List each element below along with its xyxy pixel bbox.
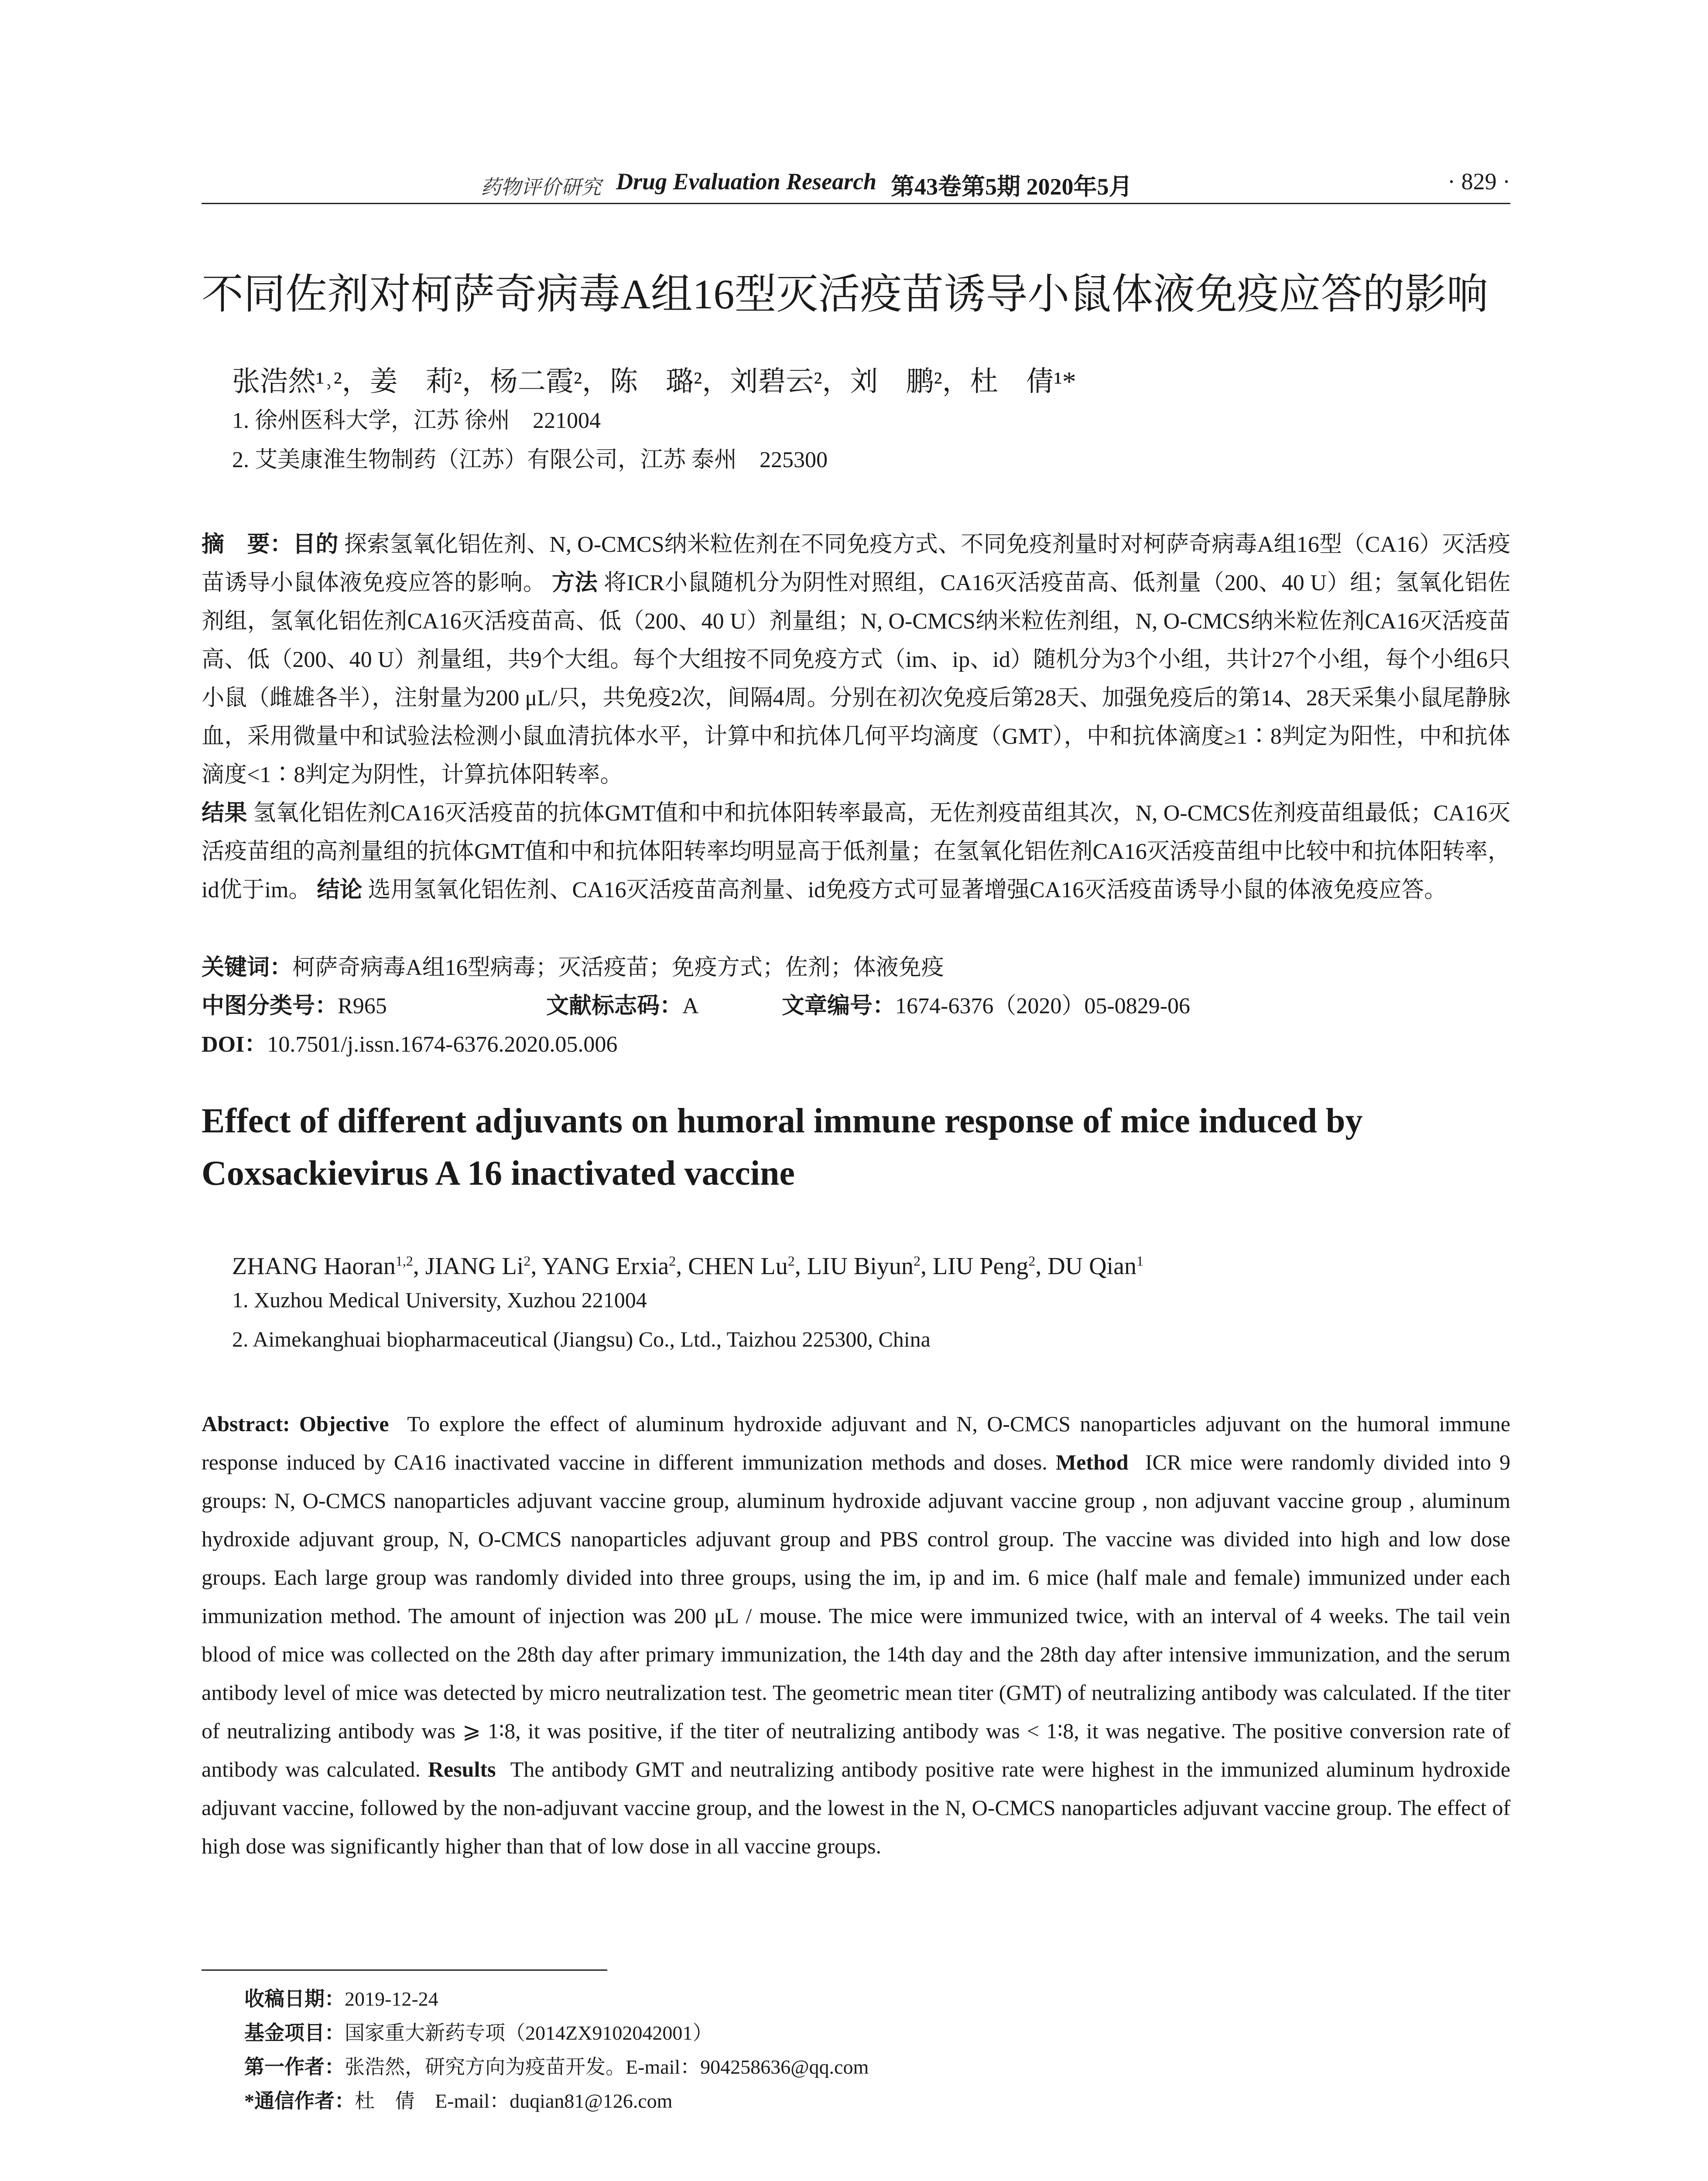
en-author-affiliation-mark: 2 <box>669 1253 676 1268</box>
cn-article-title: 不同佐剂对柯萨奇病毒A组16型灭活疫苗诱导小鼠体液免疫应答的影响 <box>202 271 1489 318</box>
en-author-affiliation-mark: 2 <box>524 1253 531 1268</box>
header-divider <box>202 203 1510 204</box>
cn-abstract <box>202 526 1510 909</box>
cn-article-no-value: 1674-6376（2020）05-0829-06 <box>895 994 1190 1019</box>
en-method-text: ICR mice were randomly divided into 9 groups: N, O-CMCS nanoparticles adjuvant vaccine group, aluminum hydroxide adjuvant vaccine group , non adjuvant vaccine group , aluminum hydroxide adjuvant group, N, O-CMCS nanoparticles adjuvant group and PBS control group. The vaccine was divided into high and low dose groups. Each large group was randomly divided into three groups, using the im, ip and im. 6 mice (half male and female) immunized under each immunization method. The amount of injection was 200 μL / mouse. The mice were immunized twice, with an interval of 4 weeks. The tail vein blood of mice was collected on the 28th day after primary immunization, the 14th day and the 28th day after intensive immunization, and the serum antibody level of mice was detected by micro neutralization test. The geometric mean titer (GMT) of neutralizing antibody was calculated. If the titer of neutralizing antibody was ⩾ 1∶8, it was positive, if the titer of neutralizing antibody was < 1∶8, it was negative. The positive conversion rate of antibody was calculated. <box>202 1450 1511 1781</box>
cn-affiliation-1: 1. 徐州医科大学，江苏 徐州 221004 <box>232 408 601 433</box>
cn-doc-code-label: 文献标志码： <box>546 994 683 1019</box>
cn-doc-code-value: A <box>682 994 699 1019</box>
cn-objective-label: 目的 <box>293 532 339 557</box>
cn-method-label: 方法 <box>552 571 598 595</box>
cn-doi <box>202 1026 617 1064</box>
first-author-value: 张浩然，研究方向为疫苗开发。E-mail：904258636@qq.com <box>345 2056 869 2078</box>
en-results-text: The antibody GMT and neutralizing antibody positive rate were highest in the immunized aluminum hydroxide adjuvant vaccine, followed by the non-adjuvant vaccine group, and the lowest in the N, O-CMCS nanoparticles adjuvant vaccine group. The effect of high dose was significantly higher than that of low dose in all vaccine groups. <box>202 1757 1510 1858</box>
cn-classification-row <box>202 987 1510 1026</box>
cn-doi-label: DOI： <box>202 1032 267 1057</box>
page-number: · 829 · <box>1448 168 1510 195</box>
cn-results-text: 氢氧化铝佐剂CA16灭活疫苗的抗体GMT值和中和抗体阳转率最高，无佐剂疫苗组其次，N, O-CMCS佐剂疫苗组最低；CA16灭活疫苗组的高剂量组的抗体GMT值和中和抗体阳转率均明显高于低剂量；在氢氧化铝佐剂CA16灭活疫苗组中比较中和抗体阳转率，id优于im。 <box>202 801 1510 902</box>
received-label: 收稿日期： <box>244 1988 345 2010</box>
footnote-fund <box>244 2017 712 2050</box>
cn-keywords-text: 柯萨奇病毒A组16型病毒；灭活疫苗；免疫方式；佐剂；体液免疫 <box>292 955 944 980</box>
en-objective-label: Objective <box>299 1412 389 1436</box>
en-author-affiliation-mark: 2 <box>787 1253 795 1268</box>
corresponding-label: *通信作者： <box>244 2090 355 2112</box>
en-affiliation-2: 2. Aimekanghuai biopharmaceutical (Jiangsu) Co., Ltd., Taizhou 225300, China <box>232 1327 931 1351</box>
cn-clc-label: 中图分类号： <box>202 994 338 1019</box>
en-author-affiliation-mark: 1 <box>1136 1253 1143 1268</box>
en-author: LIU Biyun$^2$ <box>807 1252 921 1280</box>
fund-label: 基金项目： <box>244 2022 345 2044</box>
en-abstract-label: Abstract: <box>202 1412 290 1436</box>
journal-logo: 药物评价研究 <box>481 176 601 198</box>
corresponding-value: 杜 倩 E-mail：duqian81@126.com <box>355 2090 673 2112</box>
cn-abstract-label: 摘 要： <box>202 532 293 557</box>
cn-clc <box>202 987 387 1026</box>
en-author: YANG Erxia$^2$ <box>542 1252 676 1280</box>
footnote-received <box>244 1983 438 2016</box>
cn-clc-value: R965 <box>338 994 387 1019</box>
cn-article-no-label: 文章编号： <box>782 994 896 1019</box>
en-objective-text: To explore the effect of aluminum hydroxide adjuvant and N, O-CMCS nanoparticles adjuvant on the humoral immune response induced by CA16 inactivated vaccine in different immunization methods and doses. <box>202 1412 1510 1474</box>
received-value: 2019-12-24 <box>345 1988 438 2010</box>
en-article-title: Effect of different adjuvants on humoral immune response of mice induced by Coxsackievirus A 16 inactivated vaccine <box>202 1102 1363 1193</box>
en-author: ZHANG Haoran$^{1,2}$ <box>232 1252 413 1280</box>
en-author-affiliation-mark: 1,2 <box>395 1253 413 1268</box>
en-author: JIANG Li$^2$ <box>425 1252 531 1280</box>
running-header <box>202 168 1510 203</box>
cn-results-label: 结果 <box>202 801 247 826</box>
cn-keywords-label: 关键词： <box>202 955 293 980</box>
en-abstract <box>202 1405 1510 1865</box>
cn-doc-code <box>546 987 699 1026</box>
en-method-label: Method <box>1055 1450 1129 1474</box>
en-author: DU Qian$^1$ <box>1047 1252 1143 1280</box>
cn-conclusion-text: 选用氢氧化铝佐剂、CA16灭活疫苗高剂量、id免疫方式可显著增强CA16灭活疫苗诱导小鼠的体液免疫应答。 <box>368 878 1447 902</box>
cn-article-no <box>782 987 1190 1026</box>
cn-affiliation-2: 2. 艾美康淮生物制药（江苏）有限公司，江苏 泰州 225300 <box>232 448 828 472</box>
fund-value: 国家重大新药专项（2014ZX9102042001） <box>345 2022 713 2044</box>
cn-conclusion-label: 结论 <box>317 878 363 902</box>
en-results-label: Results <box>428 1757 496 1781</box>
cn-objective-text: 探索氢氧化铝佐剂、N, O-CMCS纳米粒佐剂在不同免疫方式、不同免疫剂量时对柯萨奇病毒A组16型（CA16）灭活疫苗诱导小鼠体液免疫应答的影响。 <box>202 532 1510 595</box>
footnote-first-author <box>244 2051 869 2084</box>
cn-authors: 张浩然¹˒²，姜 莉²，杨二霞²，陈 璐²，刘碧云²，刘 鹏²，杜 倩¹* <box>232 366 1076 397</box>
en-affiliation-1: 1. Xuzhou Medical University, Xuzhou 221004 <box>232 1288 647 1312</box>
cn-keywords <box>202 949 944 987</box>
journal-issue: 第43卷第5期 2020年5月 <box>891 174 1133 200</box>
journal-name: Drug Evaluation Research <box>616 168 877 195</box>
footnote-corresponding <box>244 2085 672 2118</box>
footnote-divider <box>202 1969 607 1971</box>
en-author: CHEN Lu$^2$ <box>688 1252 795 1280</box>
en-author: LIU Peng$^2$ <box>932 1252 1036 1280</box>
cn-doi-value: 10.7501/j.issn.1674-6376.2020.05.006 <box>267 1032 618 1057</box>
en-author-affiliation-mark: 2 <box>913 1253 921 1268</box>
first-author-label: 第一作者： <box>244 2056 345 2078</box>
en-authors: ZHANG Haoran$^{1,2}$, JIANG Li$^2$, YANG Erxia$^2$, CHEN Lu$^2$, LIU Biyun$^2$, LIU Peng$^2$, DU Qian$^1$ <box>232 1252 1143 1280</box>
en-author-affiliation-mark: 2 <box>1028 1253 1036 1268</box>
cn-method-text: 将ICR小鼠随机分为阴性对照组，CA16灭活疫苗高、低剂量（200、40 U）组；氢氧化铝佐剂组，氢氧化铝佐剂CA16灭活疫苗高、低（200、40 U）剂量组；N, O-CMCS纳米粒佐剂组，N, O-CMCS纳米粒佐剂CA16灭活疫苗高、低（200、40 U）剂量组，共9个大组。每个大组按不同免疫方式（im、ip、id）随机分为3个小组，共计27个小组，每个小组6只小鼠（雌雄各半），注射量为200 μL/只，共免疫2次，间隔4周。分别在初次免疫后第28天、加强免疫后的第14、28天采集小鼠尾静脉血，采用微量中和试验法检测小鼠血清抗体水平，计算中和抗体几何平均滴度（GMT），中和抗体滴度≥1∶8判定为阳性，中和抗体滴度<1∶8判定为阴性，计算抗体阳转率。 <box>202 571 1511 787</box>
